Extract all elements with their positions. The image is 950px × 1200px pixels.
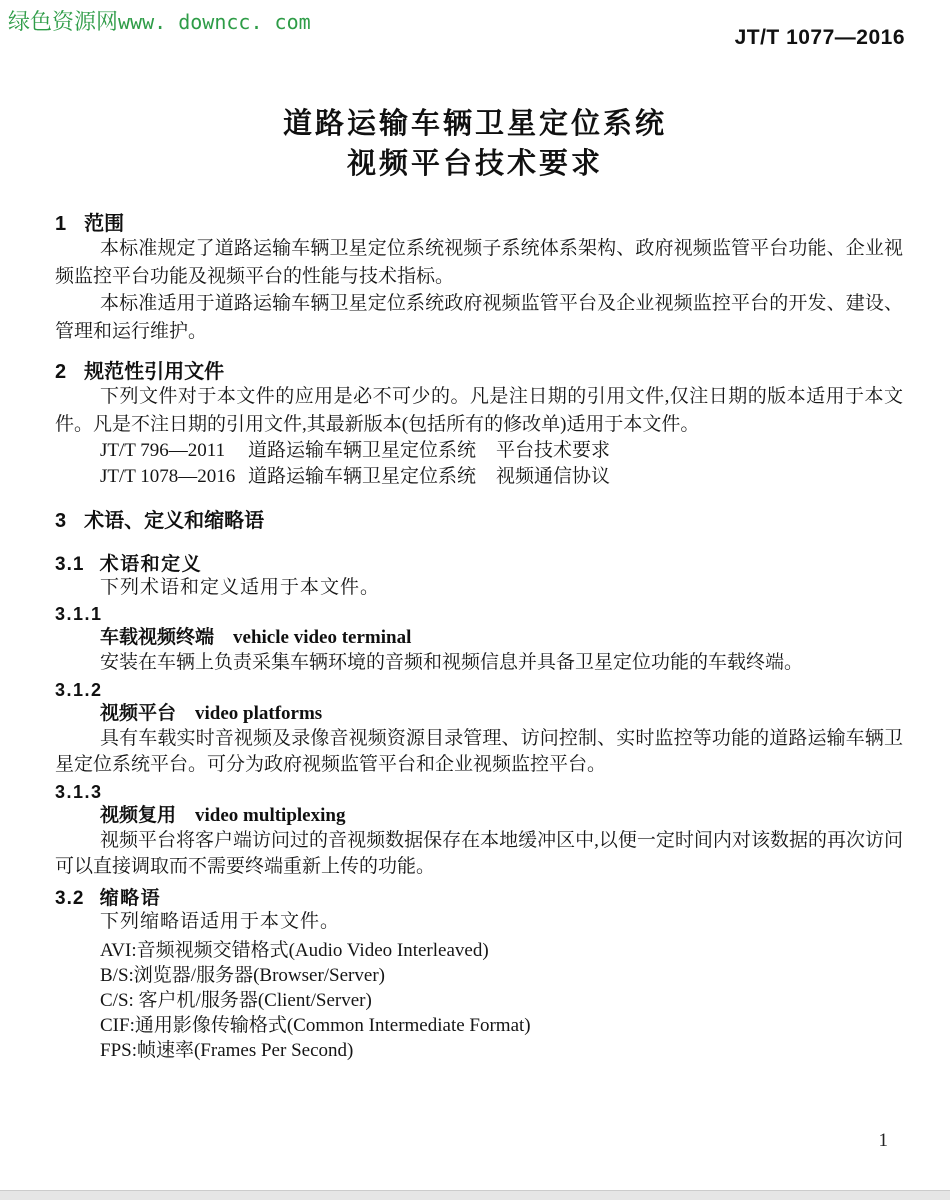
section-3-2-intro: 下列缩略语适用于本文件。 <box>100 911 341 932</box>
section-1-number: 1 <box>55 213 67 235</box>
term-en: vehicle video terminal <box>233 627 412 648</box>
standard-code: JT/T 1077—2016 <box>734 26 905 49</box>
section-3-number: 3 <box>55 510 67 532</box>
abbreviation-bs: B/S:浏览器/服务器(Browser/Server) <box>100 965 385 986</box>
reference-code: JT/T 1078—2016 <box>100 466 236 487</box>
reference-code: JT/T 796—2011 <box>100 440 226 461</box>
watermark-url: www. downcc. com <box>118 10 311 34</box>
reference-title: 道路运输车辆卫星定位系统 <box>248 466 477 487</box>
section-2-paragraph-1: 下列文件对于本文件的应用是必不可少的。凡是注日期的引用文件,仅注日期的版本适用于本文件。凡是不注日期的引用文件,其最新版本(包括所有的修改单)适用于本文件。 <box>55 386 903 435</box>
normative-reference <box>55 464 903 490</box>
term-3-1-1-number: 3.1.1 <box>55 604 103 624</box>
section-3-label: 术语、定义和缩略语 <box>84 510 265 532</box>
document-title <box>0 104 950 184</box>
page-number: 1 <box>878 1130 888 1151</box>
section-3-1-heading <box>55 554 903 576</box>
term-3-1-3-definition: 视频平台将客户端访问过的音视频数据保存在本地缓冲区中,以便一定时间内对该数据的再次访问可以直接调取而不需要终端重新上传的功能。 <box>55 830 903 877</box>
section-1-paragraph-2: 本标准适用于道路运输车辆卫星定位系统政府视频监管平台及企业视频监控平台的开发、建设、管理和运行维护。 <box>55 293 903 342</box>
document-title-line1: 道路运输车辆卫星定位系统 <box>282 108 667 140</box>
document-body <box>55 213 903 1063</box>
abbreviation-fps: FPS:帧速率(Frames Per Second) <box>100 1040 354 1061</box>
section-1-heading <box>55 213 903 235</box>
section-1-paragraph-1: 本标准规定了道路运输车辆卫星定位系统视频子系统体系架构、政府视频监管平台功能、企业视频监控平台功能及视频平台的性能与技术指标。 <box>55 238 903 287</box>
document-title-line2: 视频平台技术要求 <box>346 148 603 180</box>
section-3-1-number: 3.1 <box>55 554 85 575</box>
section-1-label: 范围 <box>84 213 125 235</box>
normative-reference <box>55 438 903 464</box>
section-3-1-intro: 下列术语和定义适用于本文件。 <box>100 577 381 598</box>
term-zh: 车载视频终端 <box>100 627 215 648</box>
section-3-heading <box>55 510 903 532</box>
abbreviation-cif: CIF:通用影像传输格式(Common Intermediate Format) <box>100 1015 531 1036</box>
term-zh: 视频平台 <box>100 703 177 724</box>
section-3-2-label: 缩略语 <box>99 888 162 909</box>
watermark <box>8 9 311 35</box>
term-3-1-3-number: 3.1.3 <box>55 782 103 802</box>
page-bottom-edge <box>0 1190 950 1200</box>
term-3-1-2-definition: 具有车载实时音视频及录像音视频资源目录管理、访问控制、实时监控等功能的道路运输车辆卫星定位系统平台。可分为政府视频监管平台和企业视频监控平台。 <box>55 728 903 775</box>
section-3-1-label: 术语和定义 <box>99 554 203 575</box>
term-3-1-3 <box>55 804 903 828</box>
section-3-2-number: 3.2 <box>55 888 85 909</box>
abbreviation-avi: AVI:音频视频交错格式(Audio Video Interleaved) <box>100 940 489 961</box>
term-3-1-1-definition: 安装在车辆上负责采集车辆环境的音频和视频信息并具备卫星定位功能的车载终端。 <box>100 652 804 673</box>
term-3-1-2 <box>55 702 903 726</box>
section-2-heading <box>55 361 903 383</box>
watermark-site-name: 绿色资源网 <box>8 9 119 34</box>
reference-title: 道路运输车辆卫星定位系统 <box>248 440 477 461</box>
section-2-number: 2 <box>55 361 67 383</box>
term-en: video platforms <box>195 703 323 724</box>
term-en: video multiplexing <box>195 805 346 826</box>
term-3-1-1 <box>55 626 903 650</box>
term-zh: 视频复用 <box>100 805 177 826</box>
reference-subtitle: 视频通信协议 <box>496 466 611 487</box>
section-2-label: 规范性引用文件 <box>84 361 225 383</box>
reference-subtitle: 平台技术要求 <box>496 440 611 461</box>
section-3-2-heading <box>55 888 903 910</box>
term-3-1-2-number: 3.1.2 <box>55 680 103 700</box>
abbreviation-cs: C/S: 客户机/服务器(Client/Server) <box>100 990 372 1011</box>
